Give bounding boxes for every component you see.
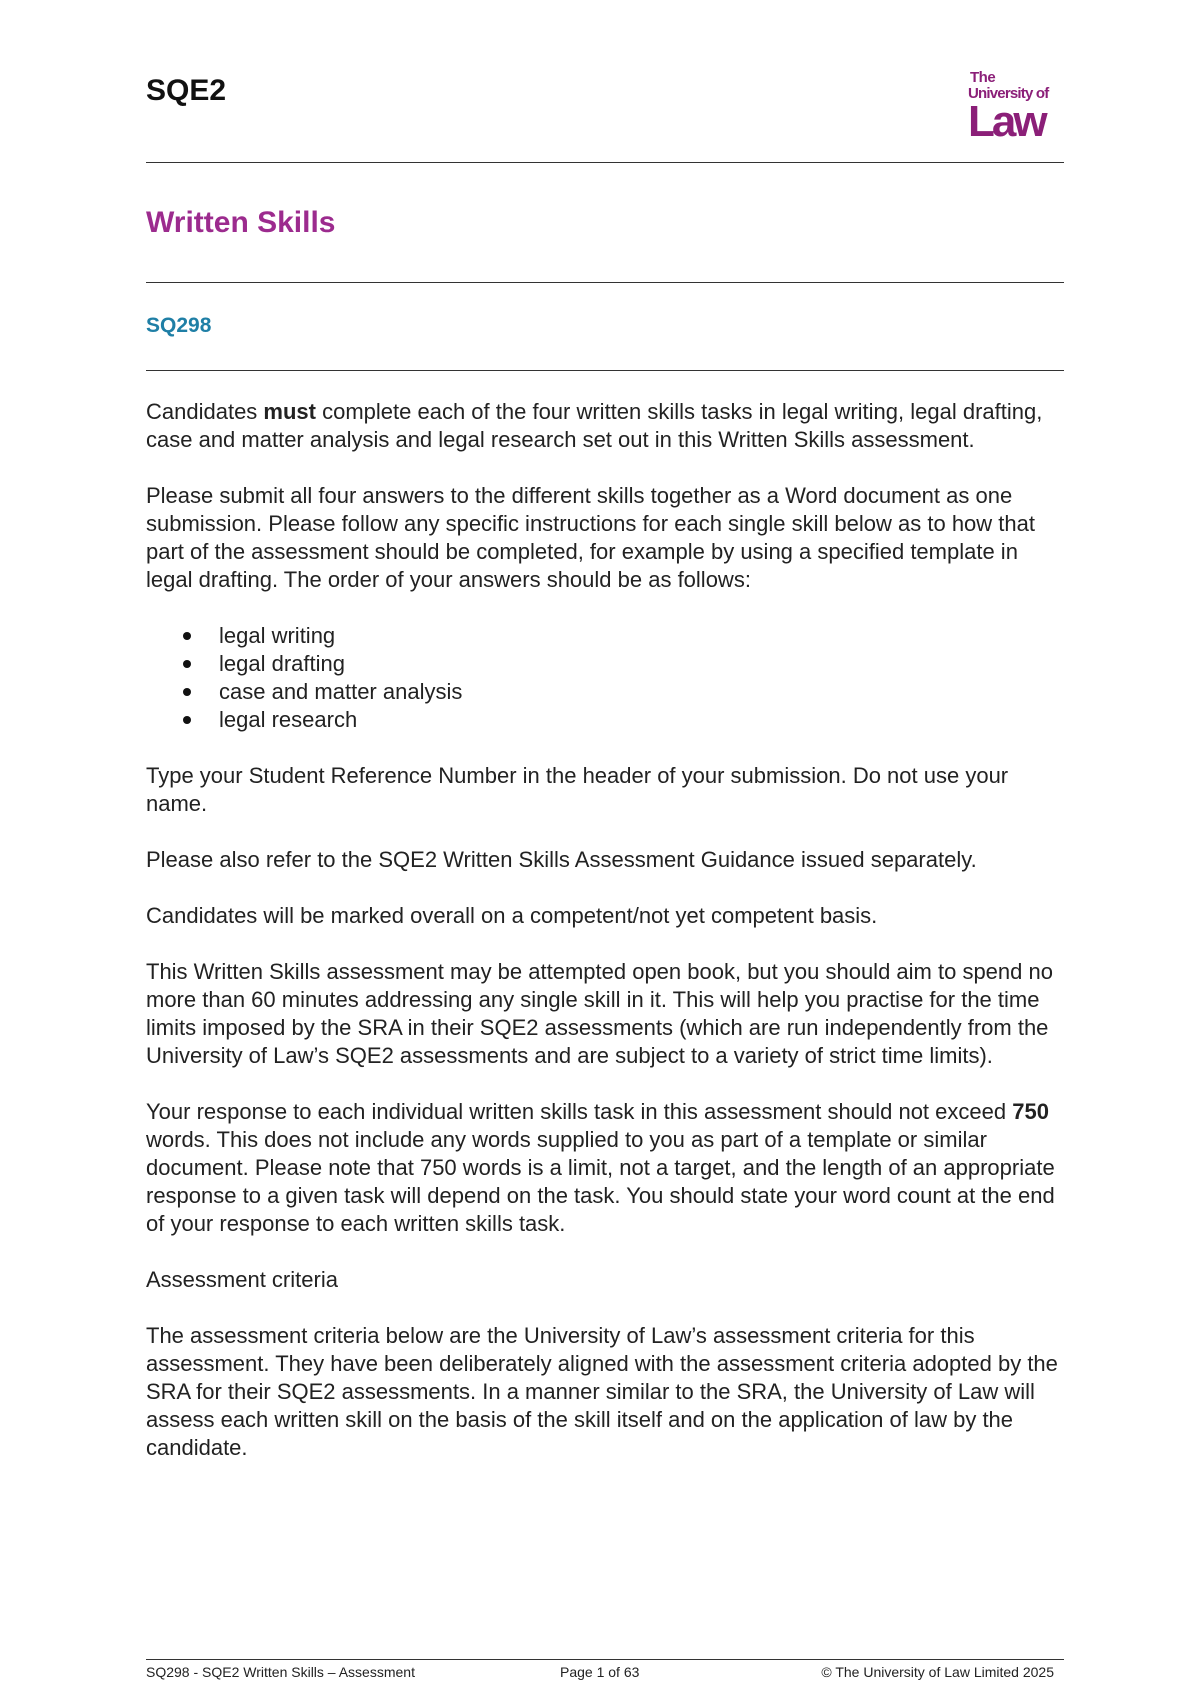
paragraph-word-limit: Your response to each individual written skills task in this assessment should not exceed 750 words. This does not include any words supplied to you as part of a template or similar document. Please note that 750 words is a limit, not a target, and the length of an appropriate response to a given task will depend on the task. You should state your word count at the end of your response to each written skills task. [146,1099,1055,1236]
logo-line-1: The [970,69,996,86]
header-divider [146,162,1064,163]
footer-doc-title: SQ298 - SQE2 Written Skills – Assessment [146,1664,415,1680]
doc-code: SQE2 [146,74,227,107]
answer-order-list [146,622,1064,734]
title-divider [146,282,1064,283]
section-title: Written Skills [146,206,336,239]
paragraph-criteria: The assessment criteria below are the University of Law’s assessment criteria for this assessment. They have been deliberately aligned with the assessment criteria adopted by the SRA for their SQE2 assessments. In a manner similar to the SRA, the University of Law will assess each written skill on the basis of the skill itself and on the application of law by the candidate. [146,1323,1058,1460]
footer-copyright: © The University of Law Limited 2025 [821,1664,1054,1680]
document-body [146,398,1064,1490]
footer-divider [146,1659,1064,1660]
footer-page-number: Page 1 of 63 [560,1664,640,1680]
list-item: legal drafting [219,650,1064,678]
reference-divider [146,370,1064,371]
list-item: legal research [219,706,1064,734]
paragraph-submission: Please submit all four answers to the different skills together as a Word document as one submission. Please follow any specific instructions for each single skill below as to how that part of the assessment should be completed, for example by using a specified template in legal drafting. The order of your answers should be as follows: [146,483,1035,592]
logo-line-3: Law [968,97,1045,146]
page-header [146,60,1064,160]
list-item: legal writing [219,622,1064,650]
paragraph-instructions: Candidates must complete each of the four written skills tasks in legal writing, legal drafting, case and matter analysis and legal research set out in this Written Skills assessment. [146,399,1043,452]
logo-line-2: University of [968,85,1049,102]
paragraph-marking: Candidates will be marked overall on a competent/not yet competent basis. [146,903,878,928]
paragraph-time-limits: This Written Skills assessment may be attempted open book, but you should aim to spend no more than 60 minutes addressing any single skill in it. This will help you practise for the time limits imposed by the SRA in their SQE2 assessments (which are run independently from the University of Law’s SQE2 assessments and are subject to a variety of strict time limits). [146,959,1053,1068]
doc-reference: SQ298 [146,314,212,337]
document-page [146,0,1064,1696]
university-logo [968,70,1064,146]
subheading-assessment-criteria: Assessment criteria [146,1267,338,1292]
emphasis-must: must [263,399,316,424]
list-item: case and matter analysis [219,678,1064,706]
emphasis-word-count: 750 [1012,1099,1049,1124]
paragraph-reference-number: Type your Student Reference Number in the header of your submission. Do not use your name. [146,763,1009,816]
paragraph-guidance: Please also refer to the SQE2 Written Skills Assessment Guidance issued separately. [146,847,977,872]
